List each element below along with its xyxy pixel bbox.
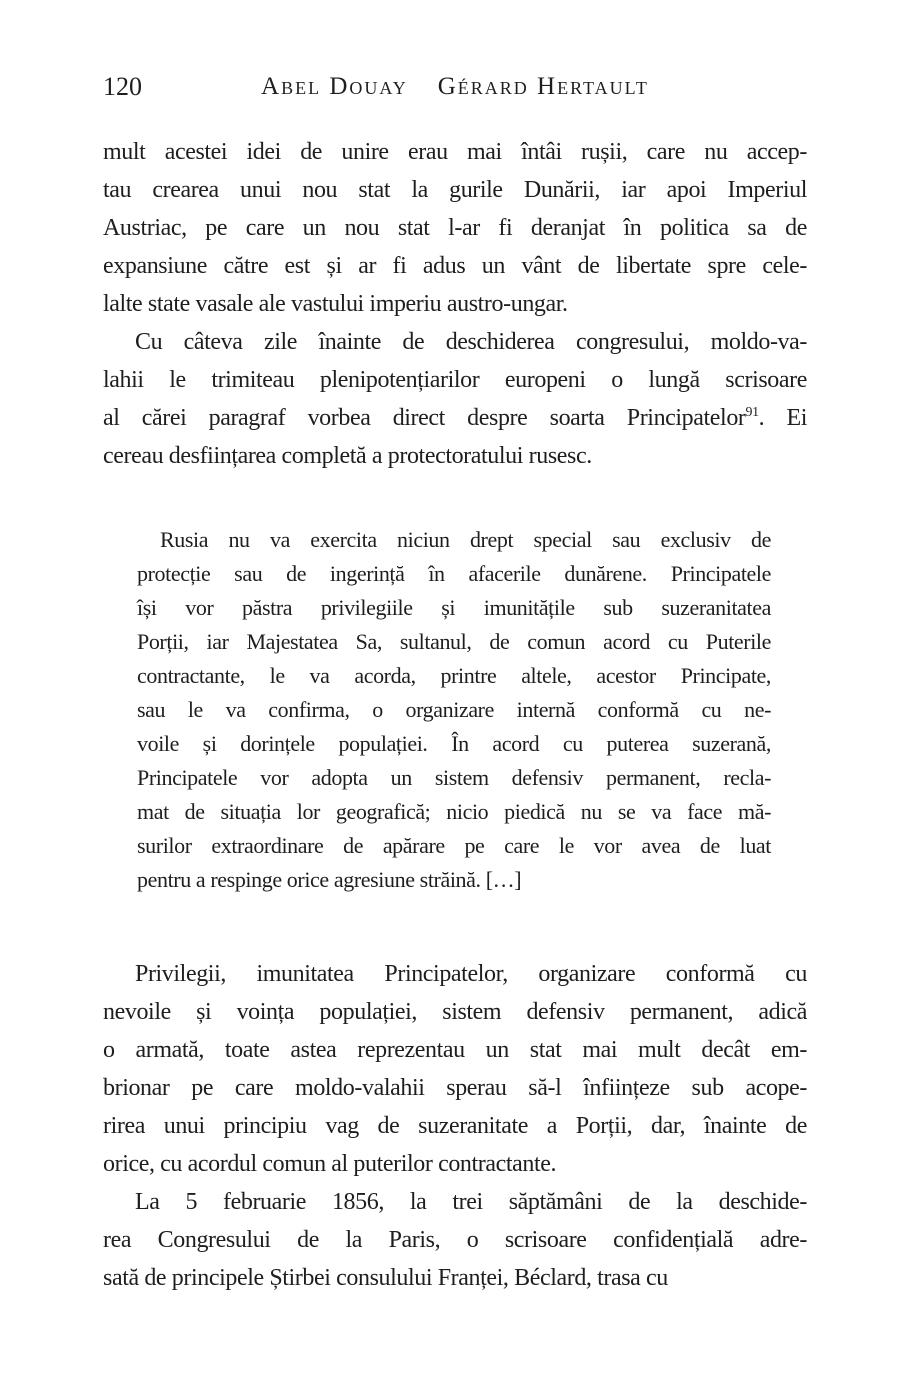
footnote-reference: 91 (745, 405, 759, 420)
text-line: cereau desființarea completă a protectoratului rusesc. (103, 443, 592, 469)
text-line: Privilegii, imunitatea Principatelor, organizare conformă cu (135, 961, 807, 987)
text-line: lahii le trimiteau plenipotențiarilor europeni o lungă scrisoare (103, 367, 807, 393)
text-line: tau crearea unui nou stat la gurile Dunării, iar apoi Imperiul (103, 177, 807, 203)
author-name-left: Abel Douay (261, 73, 408, 100)
text-line: Rusia nu va exercita niciun drept special sau exclusiv de (160, 527, 771, 552)
text-line: orice, cu acordul comun al puterilor contractante. (103, 1151, 557, 1177)
paragraph (103, 1183, 807, 1297)
text-line: Austriac, pe care un nou stat l-ar fi deranjat în politica sa de (103, 215, 807, 241)
text-line: contractante, le va acorda, printre altele, acestor Principate, (137, 663, 771, 688)
text-line: sată de principele Știrbei consulului Franței, Béclard, trasa cu (103, 1265, 668, 1291)
text-line: lalte state vasale ale vastului imperiu austro-ungar. (103, 291, 568, 317)
text-line: rirea unui principiu vag de suzeranitate a Porții, dar, înainte de (103, 1113, 807, 1139)
text-line: o armată, toate astea reprezentau un stat mai mult decât em- (103, 1037, 807, 1063)
text-line: voile și dorințele populației. În acord cu puterea suzerană, (137, 731, 771, 756)
text-line: sau le va confirma, o organizare internă conformă cu ne- (137, 697, 771, 722)
header-authors (103, 72, 807, 102)
paragraph (103, 955, 807, 1183)
paragraph (103, 133, 807, 323)
text-line: pentru a respinge orice agresiune străină. […] (137, 867, 522, 892)
text-line: își vor păstra privilegiile și imunitățile sub suzeranitatea (137, 595, 771, 620)
text-line: brionar pe care moldo-valahii sperau să-l înființeze sub acope- (103, 1075, 807, 1101)
text-line: protecție sau de ingerință în afacerile dunărene. Principatele (137, 561, 771, 586)
text-line: nevoile și voința populației, sistem defensiv permanent, adică (103, 999, 807, 1025)
page-number: 120 (103, 72, 142, 101)
quote-block (137, 523, 771, 897)
paragraph (103, 323, 807, 475)
text-column (103, 133, 807, 1297)
text-line: mat de situația lor geografică; nicio piedică nu se va face mă- (137, 799, 771, 824)
text-line: Porții, iar Majestatea Sa, sultanul, de comun acord cu Puterile (137, 629, 771, 654)
text-line: La 5 februarie 1856, la trei săptămâni de la deschide- (135, 1189, 807, 1215)
text-line: Cu câteva zile înainte de deschiderea congresului, moldo-va- (135, 329, 807, 355)
author-name-right: Gérard Hertault (437, 73, 649, 100)
text-line: expansiune către est și ar fi adus un vânt de libertate spre cele- (103, 253, 807, 279)
text-line: mult acestei idei de unire erau mai întâi rușii, care nu accep- (103, 139, 807, 165)
text-line: rea Congresului de la Paris, o scrisoare confidențială adre- (103, 1227, 807, 1253)
text-line: Principatele vor adopta un sistem defensiv permanent, recla- (137, 765, 771, 790)
text-line: al cărei paragraf vorbea direct despre soarta Principatelor$^{91}$. Ei (103, 405, 807, 431)
running-header (103, 72, 807, 104)
text-line: surilor extraordinare de apărare pe care le vor avea de luat (137, 833, 771, 858)
